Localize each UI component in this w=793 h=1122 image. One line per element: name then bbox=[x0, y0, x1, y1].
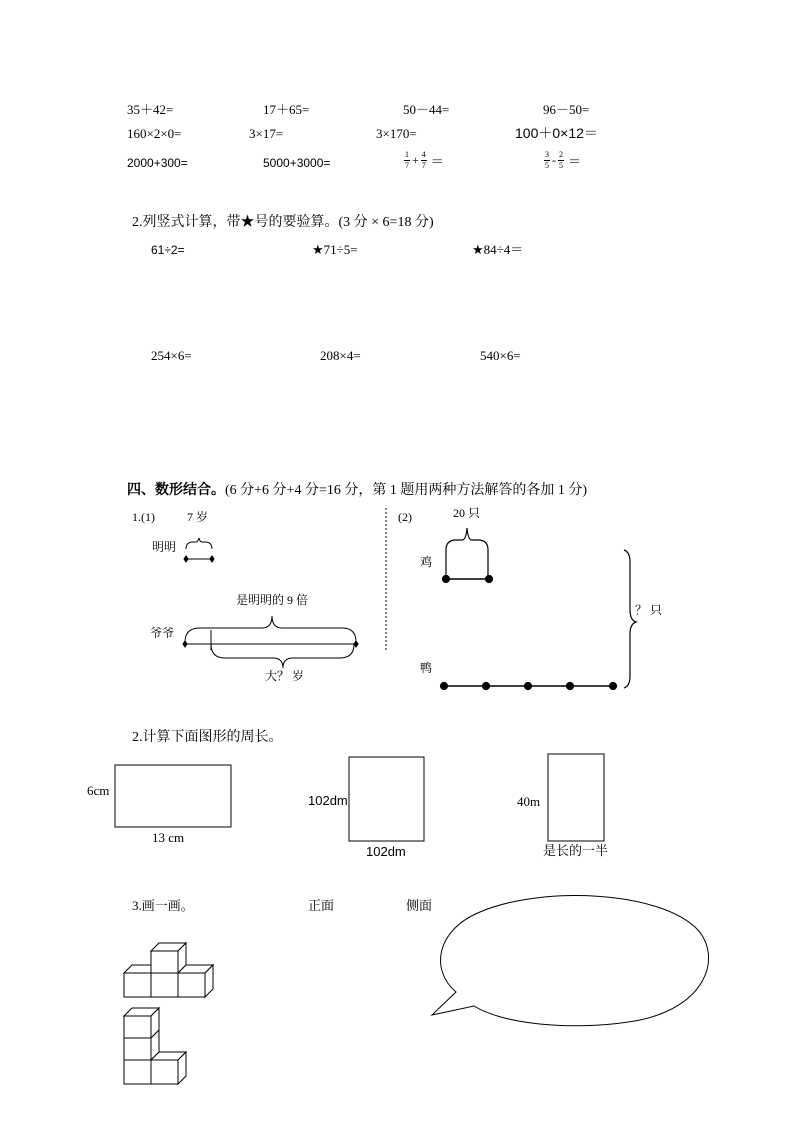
q2-duck-label: 鸭 bbox=[420, 661, 433, 675]
oral-item: 3×17= bbox=[249, 126, 284, 141]
rect3-height-label: 40m bbox=[517, 794, 541, 809]
cube-figure-2 bbox=[124, 1008, 186, 1084]
q1-note-label: 是明明的 9 倍 bbox=[236, 593, 309, 607]
draw-side-label: 侧面 bbox=[406, 898, 433, 913]
oral-item: 2000+300= bbox=[127, 156, 188, 170]
mingming-brace bbox=[186, 538, 212, 549]
rect1-shape bbox=[115, 765, 231, 827]
oral-item: 17＋65= bbox=[263, 102, 310, 117]
perimeter-shapes bbox=[115, 754, 604, 841]
fraction-expression-2: 3 5 - 2 5 ＝ bbox=[545, 150, 582, 170]
q1-yeye-label: 爷爷 bbox=[150, 626, 175, 640]
duck-point bbox=[567, 683, 574, 690]
q2-label: (2) bbox=[398, 510, 412, 524]
rect2-height-label: 102dm bbox=[308, 793, 348, 808]
q2-diagram bbox=[441, 528, 637, 690]
vertical-item: 61÷2= bbox=[151, 243, 185, 257]
q2-chicken-label: 鸡 bbox=[420, 555, 433, 569]
rect3-width-label: 是长的一半 bbox=[543, 843, 609, 858]
draw-front-label: 正面 bbox=[308, 898, 335, 913]
section-title-perimeter: 2.计算下面图形的周长。 bbox=[132, 730, 283, 745]
chicken-point bbox=[486, 576, 493, 583]
oral-item: 35＋42= bbox=[127, 102, 174, 117]
fraction-expression-1: 1 7 + $\frac{4}{7}$ ＝ bbox=[405, 150, 444, 170]
section-title-4-rest: (6 分+6 分+4 分=16 分，第 1 题用两种方法解答的各加 1 分) bbox=[225, 483, 588, 498]
rect2-shape bbox=[349, 757, 424, 841]
duck-point bbox=[441, 683, 448, 690]
rect2-width-label: 102dm bbox=[366, 844, 406, 859]
oral-item: 96－50= bbox=[543, 102, 590, 117]
vertical-item: ★84÷4＝ bbox=[472, 242, 524, 257]
duck-point bbox=[610, 683, 617, 690]
section-title-4-bold: 四、数形结合。 bbox=[127, 481, 225, 497]
rect1-width-label: 13 cm bbox=[152, 830, 185, 845]
vertical-item: 208×4= bbox=[320, 348, 361, 363]
q2-count-label: 20 只 bbox=[453, 506, 481, 520]
duck-point bbox=[525, 683, 532, 690]
oral-item: 3×170= bbox=[376, 126, 417, 141]
cube-figure-1 bbox=[124, 943, 213, 997]
oral-item: 50－44= bbox=[403, 102, 450, 117]
rect3-shape bbox=[548, 754, 604, 841]
q1-mingming-label: 明明 bbox=[152, 540, 177, 554]
oral-item: 100＋0×12＝ bbox=[515, 125, 598, 141]
chicken-point bbox=[443, 576, 450, 583]
vertical-item: 540×6= bbox=[480, 348, 521, 363]
mingming-endpoint-left bbox=[184, 556, 188, 562]
section-title-draw: 3.画一画。 bbox=[132, 898, 194, 913]
rect1-height-label: 6cm bbox=[87, 783, 110, 798]
mingming-endpoint-right bbox=[210, 556, 214, 562]
vertical-item: 254×6= bbox=[151, 348, 192, 363]
q1-label: 1.(1) bbox=[132, 510, 155, 524]
oral-item: 5000+3000= bbox=[263, 156, 331, 170]
vertical-item: ★71÷5= bbox=[312, 242, 358, 257]
duck-point bbox=[483, 683, 490, 690]
speech-bubble-outline bbox=[432, 896, 709, 1026]
q1-question-label: 大？ 岁 bbox=[265, 669, 305, 683]
section-title-vertical: 2.列竖式计算，带★号的要验算。(3 分 × 6=18 分) bbox=[132, 215, 434, 230]
yeye-brace-bottom bbox=[211, 644, 354, 668]
oral-item: 160×2×0= bbox=[127, 126, 182, 141]
q1-age-label: 7 岁 bbox=[187, 510, 209, 524]
speech-bubble bbox=[432, 896, 709, 1026]
q2-question-label: ？ 只 bbox=[635, 603, 663, 617]
chicken-brace bbox=[446, 528, 488, 576]
total-brace-right bbox=[624, 550, 636, 688]
q1-diagram bbox=[183, 538, 358, 668]
